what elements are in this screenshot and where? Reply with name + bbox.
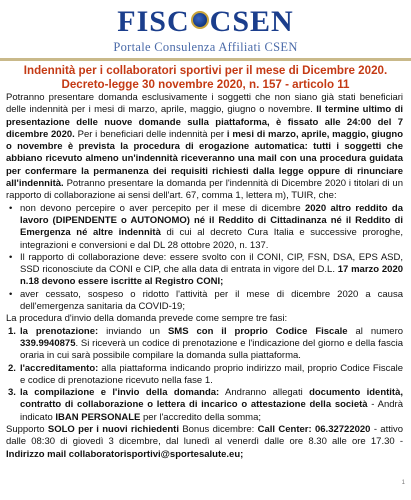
requirements-list [6,203,403,314]
title-block [0,64,411,92]
header [0,0,411,62]
seal-icon [191,11,209,29]
title-line-1: Indennità per i collaboratori sportivi per il mese di Dicembre 2020. [23,64,388,77]
document-body [0,92,411,461]
support-paragraph: Supporto SOLO per i nuovi richiedenti Bonus dicembre: Call Center: 06.32722020 - attivo dalle 08:30 di giovedì 3 dicembre, dal lunedì al venerdì dalle ore 8.30 alle ore 17.30 - Indirizzo mail collaboratorisportivi@sportesalute.eu; [6,424,404,460]
list-item: • aver cessato, sospeso o ridotto l'attività per il mese di dicembre 2020 a causa dell'emergenza sanitaria da COVID-19; [20,289,403,314]
list-item: 2. l'accreditamento: alla piattaforma indicando proprio indirizzo mail, proprio Codice Fiscale e codice di prenotazione ricevuto nella fase 1. [8,362,404,386]
logo: FISC CSEN [117,5,294,38]
page-number: 1 [401,480,405,486]
list-item: 1. la prenotazione: inviando un SMS con il proprio Codice Fiscale al numero 339.9940875. Si riceverà un codice di prenotazione e l'indicazione del giorno e della fascia oraria in cui sarà possibile compilare la domanda sulla piattaforma. [8,325,404,362]
intro-paragraph: Potranno presentare domanda esclusivamente i soggetti che non siano già stati beneficiari delle indennità per i mesi di marzo, aprile, maggio, giugno o novembre. Il termine ultimo di presentazione delle nuove domande sulla piattaforma, è fissato alle 24:00 del 7 dicembre 2020. Per i beneficiari delle indennità per i mesi di marzo, aprile, maggio, giugno o novembre è prevista la procedura di erogazione automatica: tutti i soggetti che abbiano ricevuto almeno un'indennità riceveranno una mail con una procedura guidata per confermare la permanenza dei requisiti richiesti dalla legge oppure di rinunciare all'indennità. Potranno presentare la domanda per l'indennità di Dicembre 2020 i titolari di un rapporto di collaborazione ai sensi dell'art. 67, comma 1, lettera m), TUIR, che: [6,92,404,202]
procedure-steps [6,326,403,424]
list-item: 3. la compilazione e l'invio della domanda: Andranno allegati documento identità, contratto di collaborazione o lettera di incarico o attestazione della società - Andrà indicato IBAN PERSONALE per l'accredito della somma; [8,387,404,423]
support-email: Indirizzo mail collaboratorisportivi@sportesalute.eu; [6,448,244,460]
list-item: • Il rapporto di collaborazione deve: essere svolto con il CONI, CIP, FSN, DSA, EPS ASD, SSD riconosciute da CONI e CIP, che alla data di entrata in vigore del D.L. 17 marzo 2020 n.18 devono essere iscritte al Registro CONI; [20,252,403,289]
list-item: • non devono percepire o aver percepito per il mese di dicembre 2020 altro reddito da lavoro (DIPENDENTE o AUTONOMO) né il Reddito di Cittadinanza né il Reddito di Emergenza né altre indennità di cui al decreto Cura Italia e successive proroghe, integrazioni e conversioni e dal DL 28 ottobre 2020, n. 137. [20,203,403,252]
procedure-intro: La procedura d'invio della domanda prevede come sempre tre fasi: [6,313,288,325]
title-line-2: Decreto-legge 30 novembre 2020, n. 157 - articolo 11 [61,78,350,91]
tagline: Portale Consulenza Affiliati CSEN [113,40,298,54]
header-divider [0,58,411,61]
